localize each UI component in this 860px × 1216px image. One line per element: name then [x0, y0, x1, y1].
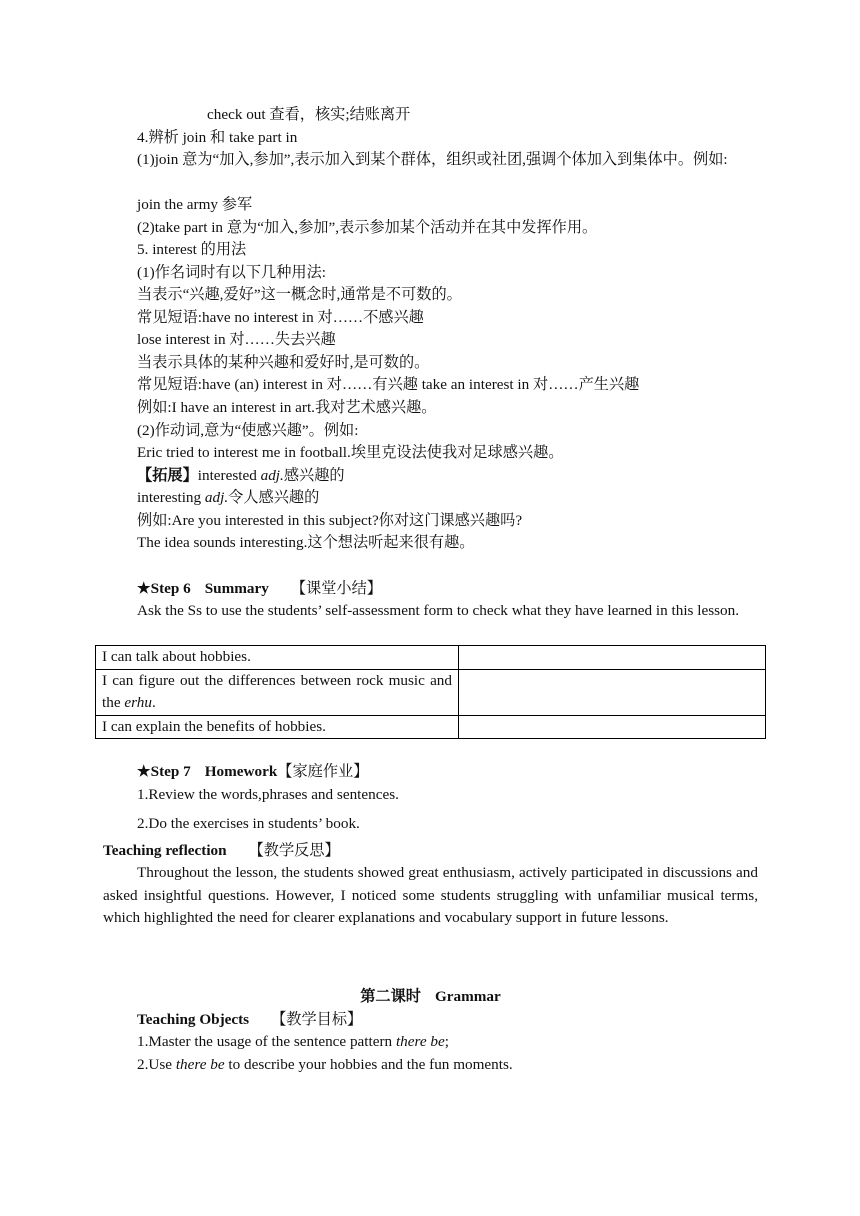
homework-item-2: 2.Do the exercises in students’ book.: [137, 815, 360, 832]
table-row: [96, 646, 766, 670]
table-row: [96, 715, 766, 739]
check-cell: [459, 669, 766, 715]
interest-phrase-3: 常见短语:have (an) interest in 对……有兴趣 take an interest in 对……产生兴趣: [137, 376, 640, 393]
interest-countable: 当表示具体的某种兴趣和爱好时,是可数的。: [137, 354, 430, 371]
vocab-check-out: check out 查看，核实;结账离开: [207, 106, 411, 123]
table-row: [96, 669, 766, 715]
join-item-1: (1)join 意为“加入,参加”,表示加入到某个群体，组织或社团,强调个体加入到集体中。例如:: [137, 151, 728, 168]
reflection-heading: Teaching reflection 【教学反思】: [103, 842, 340, 859]
star-icon: ★: [137, 763, 151, 780]
table-cell: I can talk about hobbies.: [96, 646, 459, 670]
interest-phrase-2: lose interest in 对……失去兴趣: [137, 331, 336, 348]
interest-example-2: Eric tried to interest me in football.埃里克设法使我对足球感兴趣。: [137, 444, 564, 461]
interest-example-1: 例如:I have an interest in art.我对艺术感兴趣。: [137, 399, 437, 416]
take-part-in-item: (2)take part in 意为“加入,参加”,表示参加某个活动并在其中发挥作用。: [137, 219, 598, 236]
join-example: join the army 参军: [137, 196, 253, 213]
expand-interesting: interesting adj.令人感兴趣的: [137, 489, 320, 506]
interest-example-3: 例如:Are you interested in this subject?你对这门课感兴趣吗?: [137, 512, 523, 529]
self-assessment-table: [95, 645, 766, 739]
interest-example-4: The idea sounds interesting.这个想法听起来很有趣。: [137, 534, 475, 551]
expand-interested: 【拓展】interested adj.感兴趣的: [137, 467, 345, 484]
step-7-heading: ★Step 7 Homework【家庭作业】: [137, 763, 369, 780]
table-cell: I can figure out the differences between rock music and the erhu.: [96, 669, 459, 715]
step-6-heading: ★Step 6 Summary 【课堂小结】: [137, 580, 382, 597]
check-cell: [459, 646, 766, 670]
lesson-2-title: 第二课时 Grammar: [360, 988, 501, 1005]
reflection-body: Throughout the lesson, the students showed great enthusiasm, actively participated in discussions and asked insightful questions. However, I noticed some students struggling with unfamiliar musical terms, which highlighted the need for clearer explanations and vocabulary support in future lessons.: [103, 864, 758, 927]
interest-uncountable: 当表示“兴趣,爱好”这一概念时,通常是不可数的。: [137, 286, 462, 303]
interest-section-heading: 5. interest 的用法: [137, 241, 247, 258]
step-6-instruction: Ask the Ss to use the students’ self-assessment form to check what they have learned in this lesson.: [137, 602, 740, 619]
objective-2: 2.Use there be to describe your hobbies and the fun moments.: [137, 1056, 513, 1073]
join-section-heading: 4.辨析 join 和 take part in: [137, 129, 298, 146]
check-cell: [459, 715, 766, 739]
star-icon: ★: [137, 580, 151, 597]
teaching-objects-heading: Teaching Objects 【教学目标】: [137, 1011, 363, 1028]
expand-tag: 【拓展】: [137, 467, 198, 484]
interest-verb-usage: (2)作动词,意为“使感兴趣”。例如:: [137, 422, 359, 439]
objective-1: 1.Master the usage of the sentence pattern there be;: [137, 1033, 449, 1050]
interest-phrase-1: 常见短语:have no interest in 对……不感兴趣: [137, 309, 424, 326]
table-cell: I can explain the benefits of hobbies.: [96, 715, 459, 739]
interest-noun-usage: (1)作名词时有以下几种用法:: [137, 264, 326, 281]
homework-item-1: 1.Review the words,phrases and sentences.: [137, 786, 399, 803]
